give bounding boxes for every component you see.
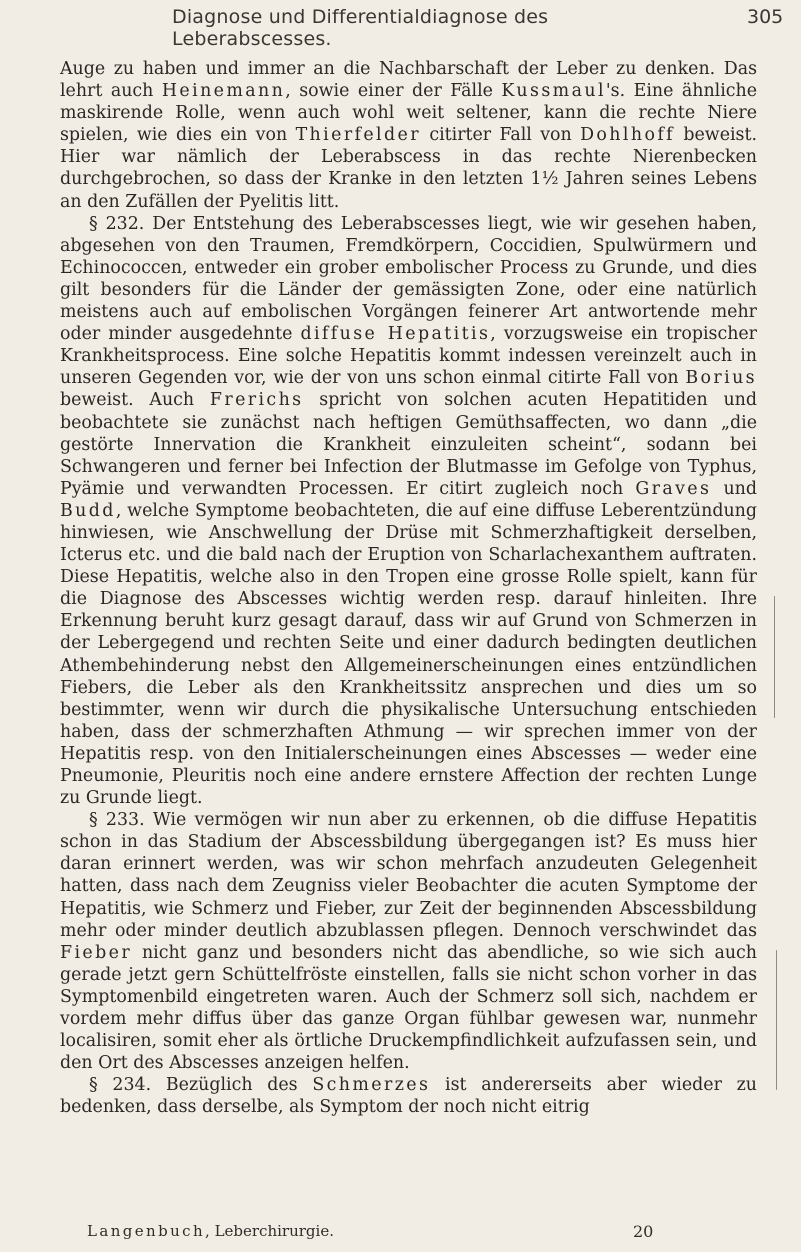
spaced-name: Graves xyxy=(635,478,712,499)
footer-author: Langenbuch xyxy=(87,1222,206,1240)
spaced-name: Fieber xyxy=(60,942,133,963)
text-run: 's. Eine ähnliche maskirende Rolle, wenn auch wohl weit seltener, kann die rechte Niere spielen, wie dies ein von xyxy=(60,81,757,146)
text-run: beweist. Auch xyxy=(60,390,210,411)
text-run: nicht ganz und besonders nicht das abendliche, so wie sich auch gerade jetzt gern Schüttelfröste einstellen, falls sie nicht schon vorher in das Symptomenbild eingetreten waren. Auch der Schmerz soll sich, nachdem er vordem mehr diffus über das ganze Organ fühlbar gewesen war, nunmehr localisiren, somit eher als örtliche Druckempfindlichkeit aufzufassen sein, und den Ort des Abscesses anzeigen helfen. xyxy=(60,942,757,1074)
margin-mark-pencil xyxy=(776,950,777,1090)
footer-series: , Leberchirurgie. xyxy=(205,1222,334,1240)
spaced-name: diffuse Hepatitis xyxy=(300,324,491,345)
text-run: , welche Symptome beobachteten, die auf eine diffuse Leberentzündung hinwiesen, wie Anschwellung der Drüse mit Schmerzhaftigkeit derselben, Icterus etc. und die bald nach der Eruption von Scharlachexanthem auftraten. Diese Hepatitis, welche also in den Tropen eine grosse Rolle spielt, kann für die Diagnose des Abscesses wichtig werden resp. darauf hinleiten. Ihre Erkennung beruht kurz gesagt darauf, dass wir auf Grund von Schmerzen in der Lebergegend und rechten Seite und einer dadurch bedingten deutlichen Athembehinderung nebst den Allgemeinerscheinungen eines entzündlichen Fiebers, die Leber als den Krankheitssitz ansprechen und dies um so bestimmter, wenn wir durch die physikalische Untersuchung entschieden haben, dass der schmerzhaften Athmung — wir sprechen immer von der Hepatitis resp. von den Initialerscheinungen eines Abscesses — weder eine Pneumonie, Pleuritis noch eine andere ernstere Affection der rechten Lunge zu Grunde liegt. xyxy=(60,500,757,809)
sheet-signature: 20 xyxy=(633,1222,654,1241)
spaced-name: Thierfelder xyxy=(295,125,421,146)
margin-mark-pencil xyxy=(774,596,775,718)
text-run: Auge zu haben und immer an die Nachbarschaft der Leber zu denken. Das lehrt auch xyxy=(60,59,757,102)
spaced-name: Heinemann xyxy=(161,81,286,102)
spaced-name: Borius xyxy=(685,368,757,389)
paragraph xyxy=(60,1074,757,1118)
text-run: citirter Fall von xyxy=(420,125,581,146)
spaced-name: Frerichs xyxy=(209,390,304,411)
spaced-name: Dohlhoff xyxy=(580,125,676,146)
page-footer xyxy=(87,1222,707,1240)
text-run: spricht von solchen acuten Hepatitiden und beobachtete sie zunächst nach heftigen Gemüthsaffecten, wo dann „die gestörte Innervation die Krankheit einzuleiten scheint“, sodann bei Schwangeren und ferner bei Infection der Blutmasse im Gefolge von Typhus, Pyämie und verwandten Processen. Er citirt zugleich noch xyxy=(60,390,757,499)
paragraph xyxy=(60,809,757,1074)
text-run: ist andererseits aber wieder zu bedenken, dass derselbe, als Symptom der noch nicht eitrig xyxy=(60,1075,757,1118)
text-run: , sowie einer der Fälle xyxy=(285,81,502,102)
spaced-name: Schmerzes xyxy=(312,1075,431,1096)
text-run: § 233. Wie vermögen wir nun aber zu erkennen, ob die diffuse Hepatitis schon in das Stadium der Abscessbildung übergegangen ist? Es muss hier daran erinnert werden, was wir schon mehrfach anzudeuten Gelegenheit hatten, dass nach dem Zeugniss vieler Beobachter die acuten Symptome der Hepatitis, wie Schmerz und Fieber, zur Zeit der beginnenden Abscessbildung mehr oder minder deutlich abzublassen pflegen. Dennoch verschwindet das xyxy=(60,810,757,941)
body-text xyxy=(60,58,757,1119)
text-run: und xyxy=(711,478,757,499)
text-run: beweist. Hier war nämlich der Leberabscess in das rechte Nierenbecken durchgebrochen, so dass der Kranke in den letzten 1½ Jahren seines Lebens an den Zufällen der Pyelitis litt. xyxy=(60,125,757,212)
spaced-name: Budd xyxy=(60,500,116,521)
page-number: 305 xyxy=(747,6,784,28)
spaced-name: Kussmaul xyxy=(501,81,606,102)
text-run: , vorzugsweise ein tropischer Krankheitsprocess. Eine solche Hepatitis kommt indessen vereinzelt auch in unseren Gegenden vor, wie der von uns schon einmal citirte Fall von xyxy=(60,324,757,389)
paragraph xyxy=(60,58,757,213)
text-run: § 234. Bezüglich des xyxy=(89,1075,313,1096)
running-header: Diagnose und Differentialdiagnose des Leberabscesses. xyxy=(172,6,549,50)
paragraph xyxy=(60,213,757,810)
text-run: § 232. Der Entstehung des Leberabscesses liegt, wie wir gesehen haben, abgesehen von den Traumen, Fremdkörpern, Coccidien, Spulwürmern und Echinococcen, entweder ein grober embolischer Process zu Grunde, und dies gilt besonders für die Länder der gemässigten Zone, oder eine natürlich meistens auch auf embolischen Vorgängen feinerer Art antwortende mehr oder minder ausgedehnte xyxy=(60,213,757,345)
